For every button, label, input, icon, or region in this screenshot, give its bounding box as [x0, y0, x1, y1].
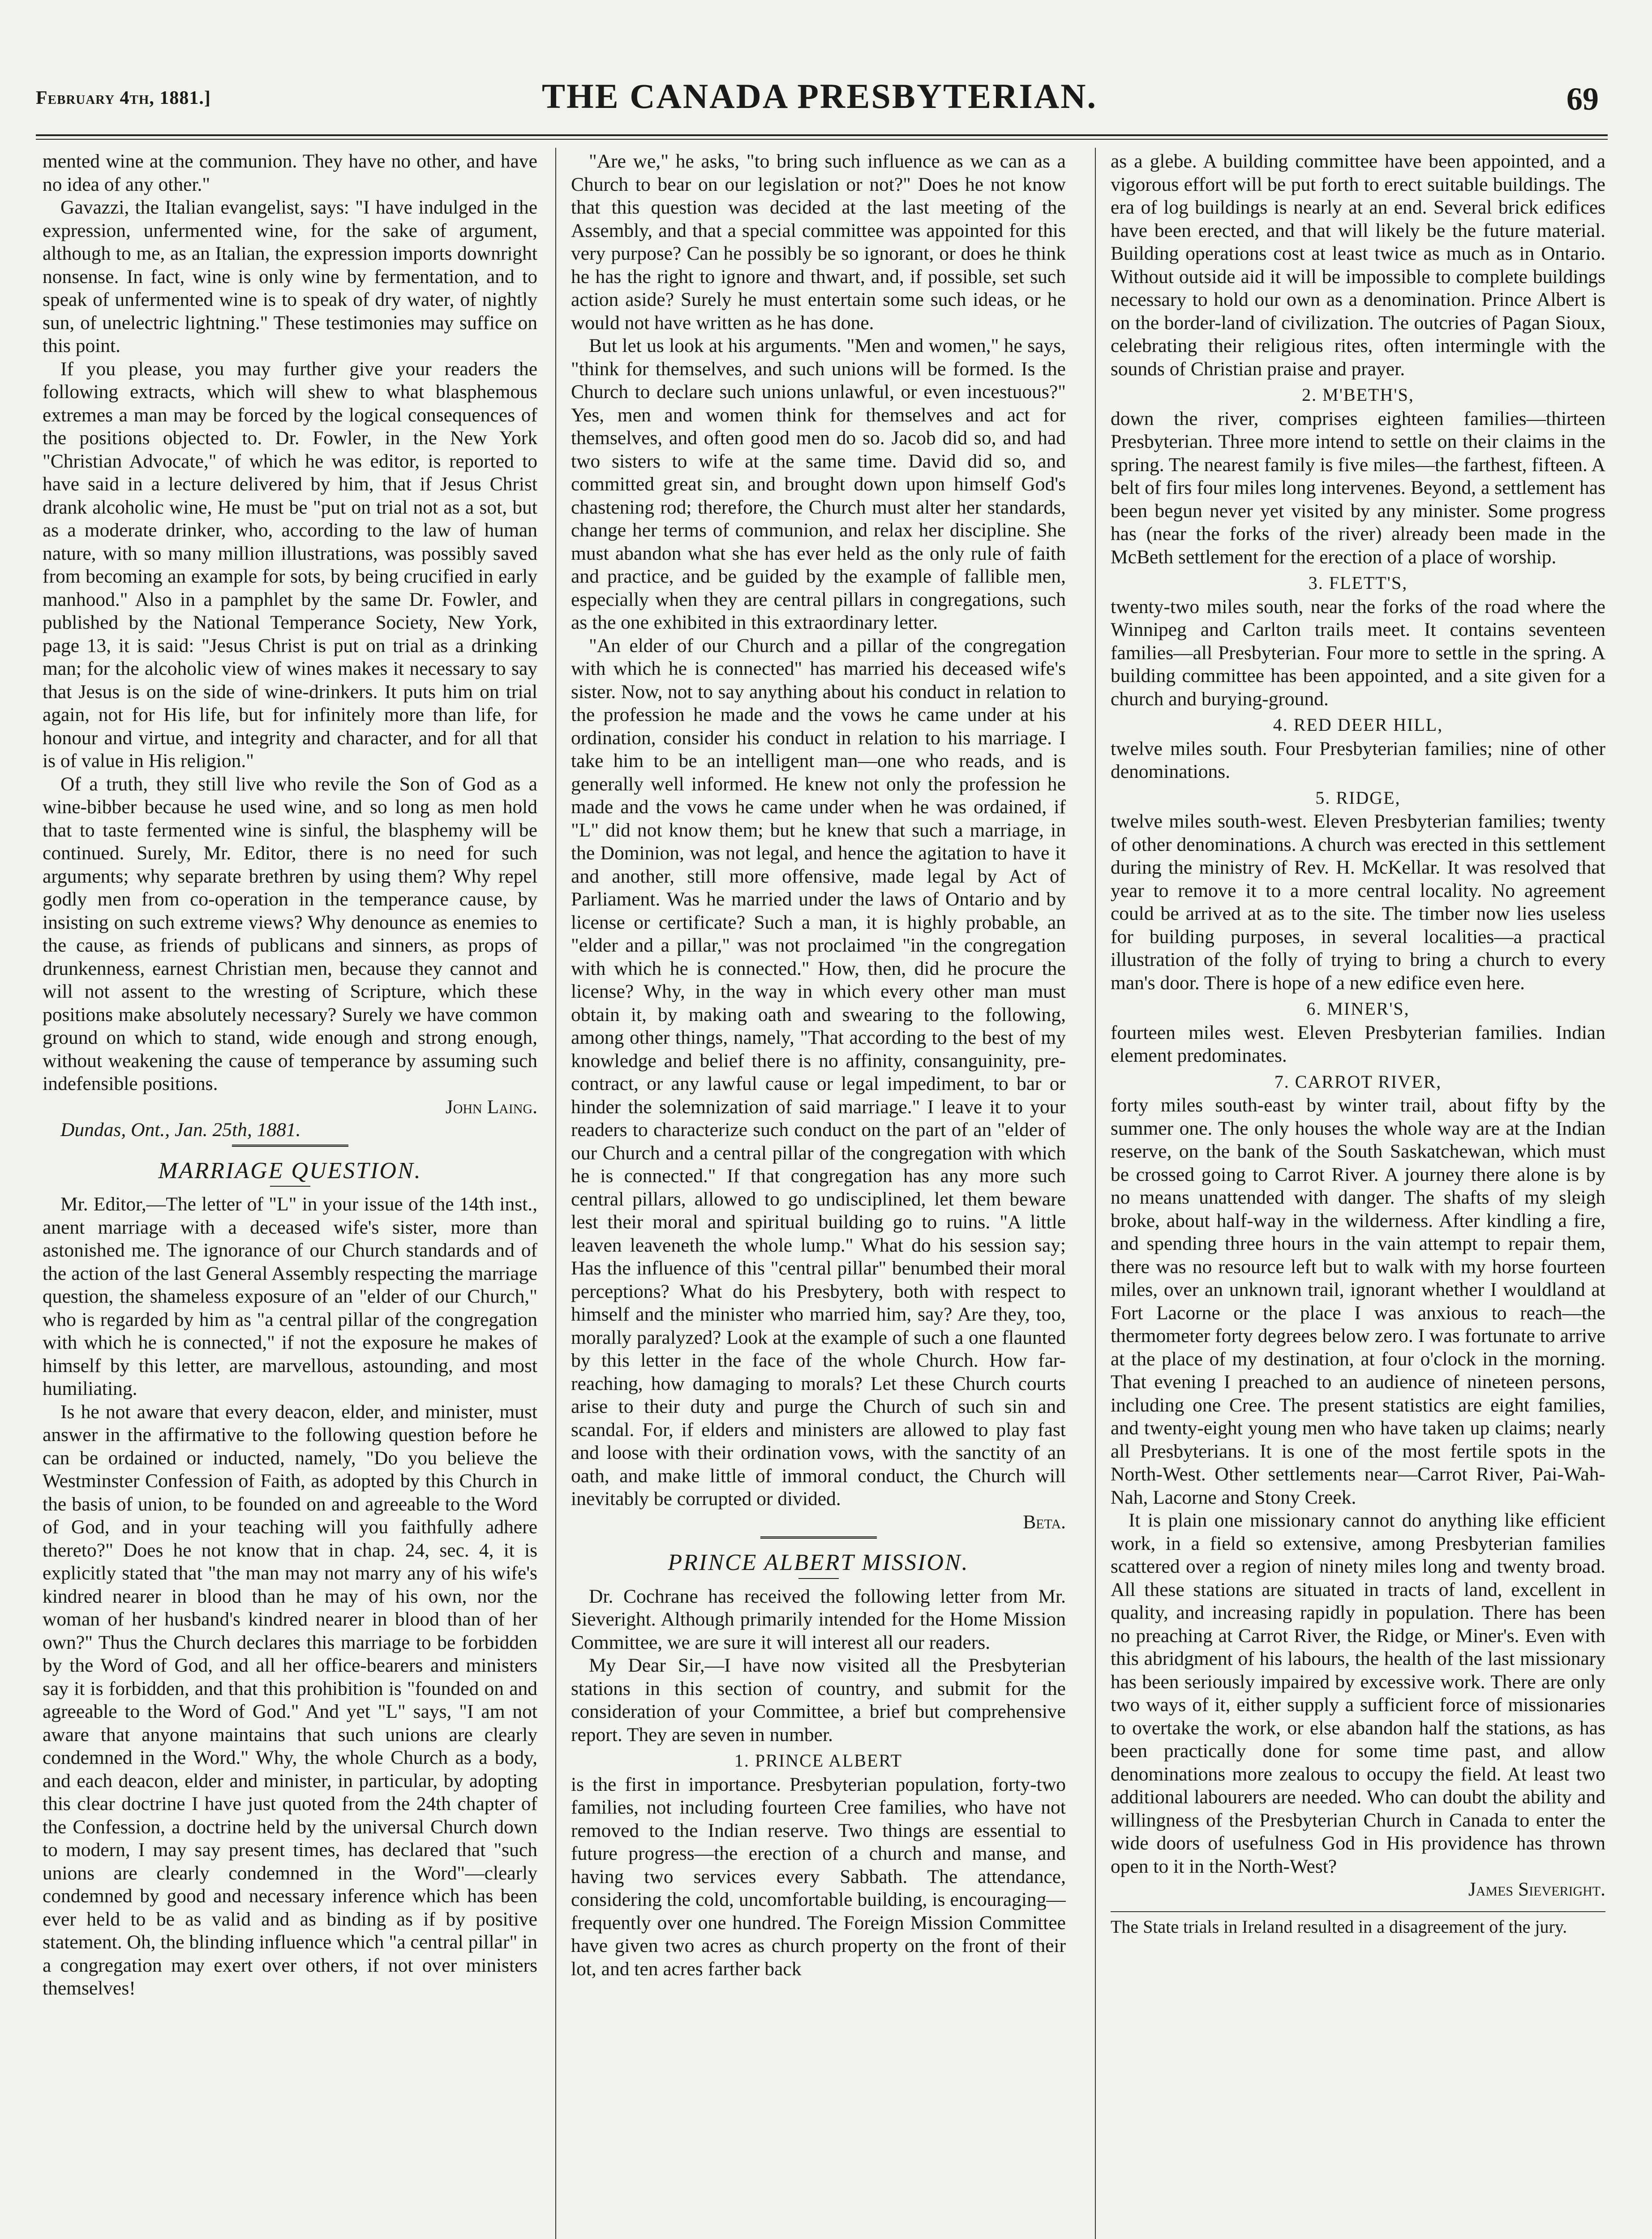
paragraph: Is he not aware that every deacon, elder, and minister, must answer in the affirmative to the following question before he can be ordained or inducted, namely, "Do you believe the Westminster Confession of Faith, as adopted by this Church in the basis of union, to be founded on and agreeable to the Word of God, and in your teaching will you faithfully adhere thereto?" Does he not know that in chap. 24, sec. 4, it is explicitly stated that "the man may not marry any of his wife's kindred nearer in blood than he may of his own, nor the woman of her husband's kindred nearer in blood than of her own?" Thus the Church declares this marriage to be forbidden by the Word of God, and all her office-bearers and ministers say it is forbidden, and that this prohibition is "founded on and agreeable to the Word of God." And yet "L" says, "I am not aware that anyone maintains that such unions are clearly condemned in the Word." Why, the whole Church as a body, and each deacon, elder and minister, in particular, by adopting this clear doctrine I have just quoted from the 24th chapter of the Confession, a doctrine held by the universal Church down to modern, I may say present times, has declared that "such unions are clearly condemned in the Word"—clearly condemned by good and necessary inference which has been ever held to be as valid and as binding as if by positive statement. Oh, the blinding influence which "a central pillar" in a congregation may exert over others, if not over ministers themselves! — [43, 1401, 537, 1999]
paragraph: mented wine at the communion. They have no other, and have no idea of any other." — [43, 150, 537, 195]
header-rule — [36, 134, 1608, 136]
section-rule — [760, 1536, 877, 1539]
paragraph: forty miles south-east by winter trail, about fifty by the summer one. The only houses the whole way are at the Indian reserve, on the bank of the South Saskatchewan, which must be crossed going to Carrot River. A journey there alone is by no means unattended with danger. The shafts of my sleigh broke, about half-way in the wilderness. After kindling a fire, and spending three hours in the vain attempt to repair them, there was no resource left but to walk with my horse fourteen miles, over an unknown trail, ignorant whether I wouldland at Fort Lacorne or the place I was anxious to reach—the thermometer forty degrees below zero. I was fortunate to arrive at the place of my destination, at four o'clock in the morning. That evening I preached to an audience of nineteen persons, including one Cree. The present statistics are eight families, and twenty-eight young men who have taken up claims; nearly all Presbyterians. It is one of the most fertile spots in the North-West. Other settlements near—Carrot River, Pai-Wah-Nah, Lacorne and Stony Creek. — [1111, 1094, 1605, 1508]
paragraph: It is plain one missionary cannot do anything like efficient work, in a field so extensive, among Presbyterian families scattered over a region of ninety miles long and twenty broad. All these stations are situated in tracts of land, excellent in quality, and increasing rapidly in population. There has been no preaching at Carrot River, the Ridge, or Miner's. Even with this abridgment of his labours, the health of the last missionary has been seriously impaired by excessive work. There are only two ways of it, either supply a sufficient force of missionaries to overtake the work, or else abandon half the stations, as has been practically done for some time past, and allow denominations more zealous to occupy the field. At least two additional labourers are needed. Who can doubt the ability and willingness of the Presbyterian Church in Canada to enter the wide doors of usefulness God in His providence has thrown open to it in the North-West? — [1111, 1510, 1605, 1877]
newspaper-title: THE CANADA PRESBYTERIAN. — [541, 77, 1098, 116]
signature: James Sieveright. — [1468, 1879, 1605, 1900]
paragraph: Mr. Editor,—The letter of "L" in your issue of the 14th inst., anent marriage with a deceased wife's sister, more than astonished me. The ignorance of our Church standards and of the action of the last General Assembly respecting the marriage question, the shameless exposure of an "elder of our Church," who is regarded by him as "a central pillar of the congregation with which he is connected," if not the exposure he makes of himself by this letter, are marvellous, astounding, and most humiliating. — [43, 1193, 537, 1399]
section-rule — [270, 1186, 310, 1187]
section-heading: MARRIAGE QUESTION. — [158, 1158, 422, 1184]
paragraph: "Are we," he asks, "to bring such influence as we can as a Church to bear on our legislation or not?" Does he not know that this question was decided at the last meeting of the Assembly, and that a special committee was appointed for this very purpose? Can he possibly be so ignorant, or does he think he has the right to ignore and thwart, and, if possible, set such action aside? Surely he must entertain some such ideas, or he would not have written as he has done. — [571, 150, 1066, 334]
header-rule-thin — [36, 139, 1608, 140]
signature: Beta. — [1023, 1511, 1066, 1533]
column-divider-2 — [1095, 148, 1096, 2239]
column-1 — [43, 150, 537, 2239]
subheading: 1. PRINCE ALBERT — [734, 1750, 903, 1771]
paragraph: is the first in importance. Presbyterian population, forty-two families, not including fourteen Cree families, who have not removed to the Indian reserve. Two things are essential to future progress—the erection of a church and manse, and having two services every Sabbath. The attendance, considering the cold, uncomfortable building, is encouraging—frequently over one hundred. The Foreign Mission Committee have given two acres as church property on the front of their lot, and ten acres farther back — [571, 1773, 1066, 1980]
column-3 — [1111, 150, 1605, 2239]
subheading: 6. MINER'S, — [1306, 999, 1410, 1019]
paragraph: twenty-two miles south, near the forks of the road where the Winnipeg and Carlton trails meet. It contains seventeen families—all Presbyterian. Four more to settle in the spring. A building committee has been appointed, and a site given for a church and burying-ground. — [1111, 596, 1605, 710]
signature: John Laing. — [445, 1096, 537, 1118]
section-rule — [798, 1578, 839, 1579]
subheading: 7. CARROT RIVER, — [1274, 1071, 1442, 1092]
paragraph: My Dear Sir,—I have now visited all the Presbyterian stations in this section of country, and submit for the consideration of your Committee, a brief but comprehensive report. They are seven in number. — [571, 1655, 1066, 1746]
column-divider-1 — [555, 148, 556, 2239]
page-number: 69 — [1566, 81, 1599, 117]
subheading: 5. RIDGE, — [1315, 787, 1401, 808]
paragraph: Gavazzi, the Italian evangelist, says: "I have indulged in the expression, unfermented wine, for the sake of argument, although to me, as an Italian, the expression imports downright nonsense. In fact, wine is only wine by fermentation, and to speak of unfermented wine is to speak of dry water, of nightly sun, of unelectric lightning." These testimonies may suffice on this point. — [43, 197, 537, 356]
subheading: 3. FLETT'S, — [1308, 573, 1408, 593]
paragraph: as a glebe. A building committee have been appointed, and a vigorous effort will be put forth to erect suitable buildings. The era of log buildings is nearly at an end. Several brick edifices have been erected, and that will likely be the future material. Building operations cost at least twice as much as in Ontario. Without outside aid it will be impossible to complete buildings necessary to hold our own as a denomination. Prince Albert is on the border-land of civilization. The outcries of Pagan Sioux, celebrating their religious rites, often intermingle with the sounds of Christian praise and prayer. — [1111, 150, 1605, 380]
issue-date: February 4th, 1881.] — [36, 88, 211, 108]
paragraph: Of a truth, they still live who revile the Son of God as a wine-bibber because he used wine, and so long as men hold that to taste fermented wine is sinful, the blasphemy will be continued. Surely, Mr. Editor, there is no need for such arguments; why separate brethren by using them? Why repel godly men from co-operation in the temperance cause, by insisting on such extreme views? Why denounce as enemies to the cause, as friends of publicans and sinners, as props of drunkenness, earnest Christian men, because they cannot and will not assent to the wresting of Scripture, which these positions make absolutely necessary? Surely we have common ground on which to stand, wide enough and strong enough, without weakening the cause of temperance by assuming such indefensible positions. — [43, 773, 537, 1094]
dateline: Dundas, Ont., Jan. 25th, 1881. — [60, 1119, 301, 1141]
column-2 — [571, 150, 1066, 2239]
page-header — [31, 76, 1608, 130]
subheading: 4. RED DEER HILL, — [1273, 715, 1443, 735]
subheading: 2. M'BETH'S, — [1302, 385, 1414, 405]
paragraph: down the river, comprises eighteen families—thirteen Presbyterian. Three more intend to settle on their claims in the spring. The nearest family is five miles—the farthest, fifteen. A belt of firs four miles long intervenes. Beyond, a settlement has been begun never yet visited by any minister. Some progress has (near the forks of the river) already been made in the McBeth settlement for the erection of a place of worship. — [1111, 407, 1605, 568]
paragraph: twelve miles south. Four Presbyterian families; nine of other denominations. — [1111, 738, 1605, 782]
section-heading: PRINCE ALBERT MISSION. — [668, 1550, 969, 1575]
paragraph: If you please, you may further give your readers the following extracts, which will shew to what blasphemous extremes a man may be forced by the logical consequences of the positions objected to. Dr. Fowler, in the New York "Christian Advocate," of which he was editor, is reported to have said in a lecture delivered by him, that if Jesus Christ drank alcoholic wine, He must be "put on trial not as a sot, but as a moderate drinker, who, according to the law of human nature, with so many million illustrations, was possibly saved from becoming an example for sots, by being crucified in early manhood." Also in a pamphlet by the same Dr. Fowler, and published by the National Temperance Society, New York, page 13, it is said: "Jesus Christ is put on trial as a drinking man; for the alcoholic view of wines makes it necessary to say that Jesus is on the side of wine-drinkers. It puts him on trial again, not for His life, but for infinitely more than life, for honour and virtue, and integrity and character, and for all that is of value in His religion." — [43, 358, 537, 772]
section-rule — [232, 1145, 348, 1147]
paragraph: But let us look at his arguments. "Men and women," he says, "think for themselves, and such unions will be formed. Is the Church to declare such unions unlawful, or even incestuous?" Yes, men and women think for themselves and act for themselves, and often good men do so. Jacob did so, and had two sisters to wife at the same time. David did so, and committed great sin, and brought down upon himself God's chastening rod; therefore, the Church must alter her standards, change her terms of communion, and relax her discipline. She must abandon what she has ever held as the only rule of faith and practice, and be guided by the example of fallible men, especially when they are central pillars in congregations, such as the one exhibited in this extraordinary letter. — [571, 335, 1066, 633]
footnote: The State trials in Ireland resulted in a disagreement of the jury. — [1111, 1911, 1605, 1937]
paragraph: Dr. Cochrane has received the following letter from Mr. Sieveright. Although primarily intended for the Home Mission Committee, we are sure it will interest all our readers. — [571, 1585, 1066, 1653]
paragraph: fourteen miles west. Eleven Presbyterian families. Indian element predominates. — [1111, 1021, 1605, 1066]
paragraph: twelve miles south-west. Eleven Presbyterian families; twenty of other denominations. A church was erected in this settlement during the ministry of Rev. H. McKellar. It was resolved that year to remove it to a more central locality. No agreement could be arrived at as to the site. The timber now lies useless for building purposes, in several localities—a practical illustration of the folly of trying to bring a church to every man's door. There is hope of a new edifice even here. — [1111, 811, 1605, 994]
paragraph: "An elder of our Church and a pillar of the congregation with which he is connected" has married his deceased wife's sister. Now, not to say anything about his conduct in relation to the profession he made and the vows he came under at his ordination, consider his conduct in relation to his marriage. I take him to be an intelligent man—one who reads, and is generally well informed. He knew not only the profession he made and the vows he came under when he was ordained, if "L" did not know them; but he knew that such a marriage, in the Dominion, was not legal, and hence the agitation to have it and another, still more offensive, made legal by Act of Parliament. Was he married under the laws of Ontario and by license or certificate? Such a man, it is highly probable, an "elder and a pillar," was not proclaimed "in the congregation with which he is connected." How, then, did he procure the license? Why, in the way in which every other man must obtain it, by making oath and swearing to the following, among other things, namely, "That according to the best of my knowledge and belief there is no affinity, consanguinity, pre-contract, or any lawful cause or legal impediment, to bar or hinder the solemnization of said marriage." I leave it to your readers to characterize such conduct on the part of an "elder of our Church and a central pillar of the congregation with which he is connected." If that congregation has any more such central pillars, allowed to go undisciplined, let them beware lest their moral and spiritual building go to ruins. "A little leaven leaveneth the whole lump." What do his session say; Has the influence of this "central pillar" benumbed their moral perceptions? What do his Presbytery, both with respect to himself and the minister who married him, say? Are they, too, morally paralyzed? Look at the example of such a one flaunted by this letter in the face of the whole Church. How far-reaching, how damaging to morals? Let these Church courts arise to their duty and purge the Church of such sin and scandal. For, if elders and ministers are allowed to play fast and loose with their ordination vows, with the sanctity of an oath, and make little of immoral conduct, the Church will inevitably be corrupted or divided. — [571, 635, 1066, 1510]
